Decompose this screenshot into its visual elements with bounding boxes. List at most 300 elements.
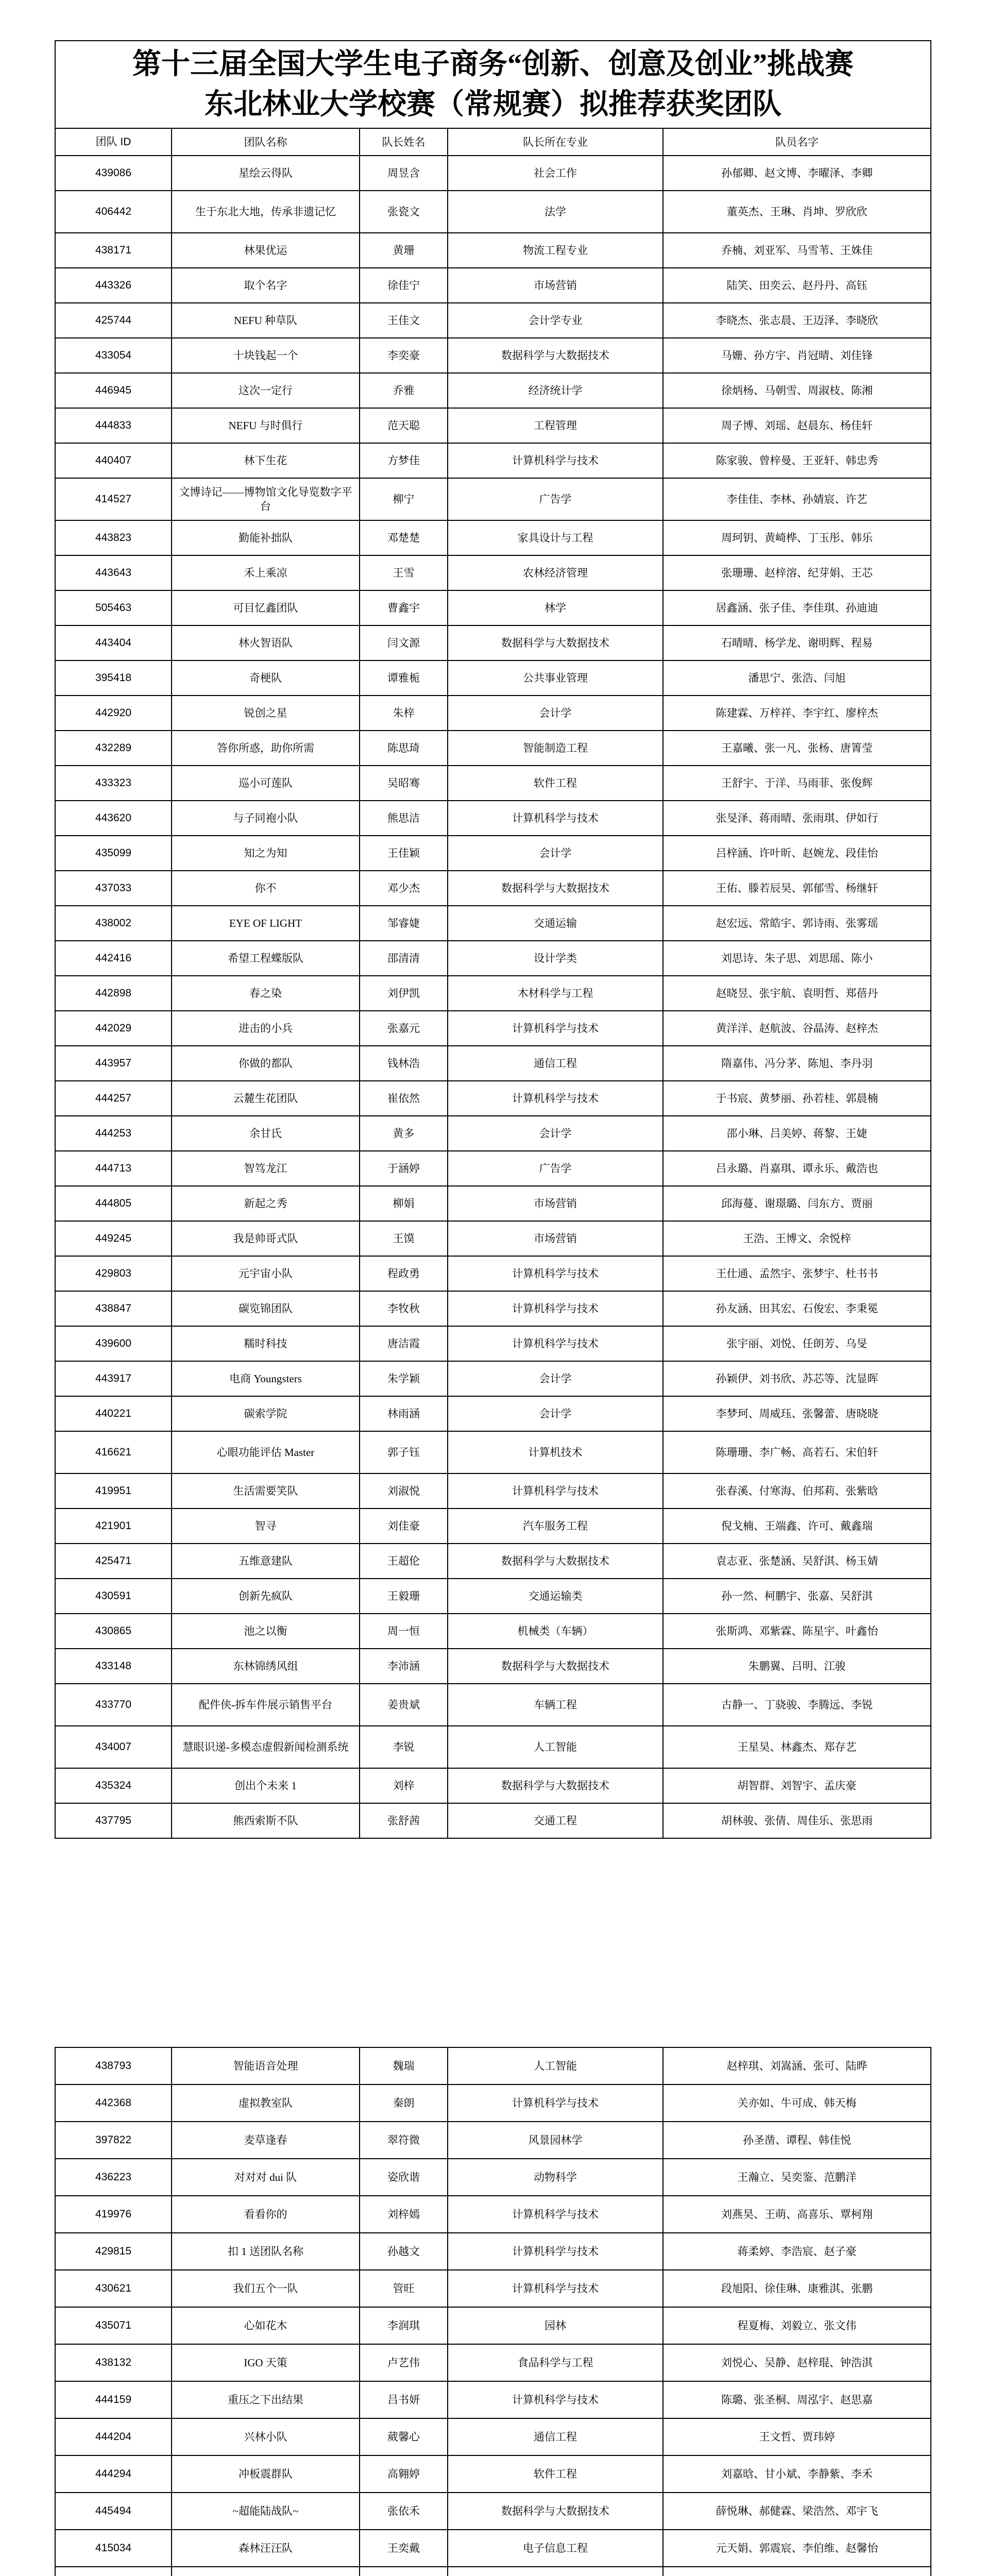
captain-major-cell: 市场营销 (448, 268, 663, 303)
table-row (55, 2493, 931, 2530)
captain-major-cell: 会计学 (448, 696, 663, 731)
captain-name-cell: 朱梓 (360, 696, 448, 731)
team-name-cell: 林果优运 (172, 233, 360, 268)
team-id-cell: 425471 (55, 1544, 172, 1579)
captain-major-cell: 智能制造工程 (448, 731, 663, 766)
captain-name-cell: 李锐 (360, 1726, 448, 1768)
team-id-cell: 415034 (55, 2530, 172, 2567)
captain-major-cell: 计算机科学与技术 (448, 1326, 663, 1361)
table-row (55, 1221, 931, 1256)
team-id-cell: 440407 (55, 443, 172, 478)
captain-major-cell: 交通工程 (448, 1803, 663, 1838)
captain-name-cell: 王佳颖 (360, 836, 448, 871)
team-id-cell: 438002 (55, 906, 172, 941)
captain-name-cell: 姿欣谐 (360, 2159, 448, 2196)
team-name-cell: 智寻 (172, 1509, 360, 1544)
captain-name-cell: 邵清清 (360, 941, 448, 976)
captain-name-cell: 李奕豪 (360, 338, 448, 373)
captain-major-cell: 计算机科学与技术 (448, 2381, 663, 2418)
captain-major-cell: 食品科学与工程 (448, 2344, 663, 2381)
header-team-name: 团队名称 (172, 128, 360, 156)
team-name-cell: 慧眼识递-多模态虚假新闻检测系统 (172, 1726, 360, 1768)
team-name-cell: 巡小可莲队 (172, 766, 360, 801)
team-id-cell: 444253 (55, 1116, 172, 1151)
members-cell: 孙颖伊、刘书欣、苏芯等、沈显晖 (663, 1361, 931, 1396)
table-row (55, 2084, 931, 2122)
team-name-cell: 森林汪汪队 (172, 2530, 360, 2567)
members-cell: 程夏梅、刘毅立、张文伟 (663, 2307, 931, 2344)
members-cell: 刘思诗、朱子思、刘思瑶、陈小 (663, 941, 931, 976)
team-name-cell: 春之染 (172, 976, 360, 1011)
table-row (55, 2047, 931, 2084)
team-id-cell: 446945 (55, 373, 172, 408)
members-cell: 陈璐、张圣桐、周泓宇、赵思嘉 (663, 2381, 931, 2418)
captain-major-cell: 会计学 (448, 1116, 663, 1151)
captain-name-cell: 朱学颖 (360, 1361, 448, 1396)
members-cell: 石晴晴、杨学龙、谢明辉、程易 (663, 625, 931, 660)
members-cell: 居鑫涵、张子佳、李佳琪、孙迪迪 (663, 590, 931, 625)
team-name-cell: NEFU 种草队 (172, 303, 360, 338)
captain-major-cell: 交通运输 (448, 906, 663, 941)
captain-name-cell: 吕书妍 (360, 2381, 448, 2418)
captain-major-cell: 软件工程 (448, 766, 663, 801)
members-cell: 王文哲、贾玮婷 (663, 2418, 931, 2455)
table-row (55, 555, 931, 590)
team-id-cell: 416621 (55, 1431, 172, 1473)
title-line-1: 第十三届全国大学生电子商务“创新、创意及创业”挑战赛 (132, 48, 854, 80)
captain-major-cell: 计算机科学与技术 (448, 1256, 663, 1291)
captain-name-cell: 高翱婷 (360, 2455, 448, 2493)
team-id-cell: 439086 (55, 156, 172, 191)
members-cell: 王星昊、林鑫杰、郑存艺 (663, 1726, 931, 1768)
members-cell: 袁志亚、张楚涵、吴舒淇、杨玉婧 (663, 1544, 931, 1579)
captain-major-cell: 风景园林学 (448, 2122, 663, 2159)
captain-name-cell: 黄多 (360, 1116, 448, 1151)
table-row (55, 906, 931, 941)
team-name-cell: 池之以衡 (172, 1614, 360, 1649)
header-row (55, 128, 931, 156)
members-cell: 王佑、滕若辰昊、郭郁雪、杨继轩 (663, 871, 931, 906)
team-id-cell: 437795 (55, 1803, 172, 1838)
team-name-cell: 十块钱起一个 (172, 338, 360, 373)
team-name-cell: 碳索学院 (172, 1396, 360, 1431)
table-row (55, 373, 931, 408)
captain-major-cell: 动物科学 (448, 2159, 663, 2196)
table-row (55, 478, 931, 520)
table-row (55, 520, 931, 555)
captain-name-cell: 王毅珊 (360, 1579, 448, 1614)
members-cell: 张宇丽、刘悦、任朗芳、乌旻 (663, 1326, 931, 1361)
table-row (55, 233, 931, 268)
captain-major-cell: 市场营销 (448, 1186, 663, 1221)
table-row (55, 2122, 931, 2159)
captain-name-cell: 翠符微 (360, 2122, 448, 2159)
captain-major-cell: 会计学 (448, 1361, 663, 1396)
table-row (55, 268, 931, 303)
members-cell: 李梦珂、周威珏、张馨蕾、唐晓晓 (663, 1396, 931, 1431)
captain-major-cell: 数据科学与大数据技术 (448, 871, 663, 906)
members-cell: 张斯鸿、邓紫霖、陈星宇、叶鑫怡 (663, 1614, 931, 1649)
members-cell: 赵晓昱、张宇航、袁明哲、郑蓓丹 (663, 976, 931, 1011)
captain-name-cell: 葳馨心 (360, 2418, 448, 2455)
captain-major-cell: 物流工程专业 (448, 233, 663, 268)
table-row (55, 2307, 931, 2344)
team-id-cell: 433054 (55, 338, 172, 373)
team-name-cell: 余甘氏 (172, 1116, 360, 1151)
table-row (55, 941, 931, 976)
team-id-cell: 433148 (55, 1649, 172, 1684)
team-id-cell: 444833 (55, 408, 172, 443)
table-row (55, 2418, 931, 2455)
captain-name-cell: 周一恒 (360, 1614, 448, 1649)
members-cell: 王仕通、孟然宇、张梦宇、杜书书 (663, 1256, 931, 1291)
team-name-cell: 创新先疯队 (172, 1579, 360, 1614)
team-id-cell: 443404 (55, 625, 172, 660)
captain-major-cell: 机械类（车辆） (448, 1614, 663, 1649)
captain-name-cell: 秦朗 (360, 2084, 448, 2122)
team-name-cell: 进击的小兵 (172, 1011, 360, 1046)
members-cell: 李晓杰、张志晨、王迈泽、李晓欣 (663, 303, 931, 338)
team-id-cell: 444257 (55, 1081, 172, 1116)
team-name-cell: EYE OF LIGHT (172, 906, 360, 941)
captain-major-cell: 计算机科学与技术 (448, 801, 663, 836)
members-cell: 赵梓琪、刘嵩涵、张可、陆晔 (663, 2047, 931, 2084)
team-id-cell: 440221 (55, 1396, 172, 1431)
table-row (55, 1011, 931, 1046)
team-name-cell: 林火智语队 (172, 625, 360, 660)
table-row (55, 1431, 931, 1473)
captain-major-cell: 设计学类 (448, 941, 663, 976)
team-id-cell: 434007 (55, 1726, 172, 1768)
captain-name-cell: 曹鑫宇 (360, 590, 448, 625)
practical-award-table (55, 2047, 931, 2576)
captain-major-cell: 数据科学与大数据技术 (448, 338, 663, 373)
team-name-cell: 创出个未来 1 (172, 1768, 360, 1803)
captain-major-cell: 数据科学与大数据技术 (448, 1544, 663, 1579)
members-cell: 孙友涵、田其宏、石俊宏、李秉冕 (663, 1291, 931, 1326)
members-cell: 徐炳杨、马朝雪、周淑枝、陈湘 (663, 373, 931, 408)
table-row (55, 1291, 931, 1326)
team-id-cell: 436223 (55, 2159, 172, 2196)
members-cell: 潘思宁、张浩、闫旭 (663, 660, 931, 696)
captain-major-cell: 人工智能 (448, 1726, 663, 1768)
team-name-cell: 锐创之星 (172, 696, 360, 731)
members-cell: 乔楠、刘亚军、马雪苇、王姝佳 (663, 233, 931, 268)
team-id-cell: 444204 (55, 2418, 172, 2455)
table-row (55, 2567, 931, 2576)
captain-major-cell: 计算机科学与技术 (448, 1011, 663, 1046)
captain-name-cell: 崔依然 (360, 1081, 448, 1116)
captain-name-cell: 林雨涵 (360, 1396, 448, 1431)
table-row (55, 1116, 931, 1151)
team-name-cell: 取个名字 (172, 268, 360, 303)
team-name-cell: 智笃龙江 (172, 1151, 360, 1186)
team-name-cell: 生活需要笑队 (172, 1473, 360, 1509)
members-cell: 于书宸、黄梦丽、孙若桂、郭晨楠 (663, 1081, 931, 1116)
team-name-cell: 可目忆鑫团队 (172, 590, 360, 625)
members-cell: 邵小琳、吕美婷、蒋黎、王婕 (663, 1116, 931, 1151)
team-name-cell: 你做的都队 (172, 1046, 360, 1081)
captain-name-cell (360, 2567, 448, 2576)
team-id-cell: 433770 (55, 1684, 172, 1726)
members-cell: 陈建霖、万梓祥、李宇红、廖梓杰 (663, 696, 931, 731)
members-cell: 胡林骏、张倩、周佳乐、张思雨 (663, 1803, 931, 1838)
team-name-cell: 碳览锦团队 (172, 1291, 360, 1326)
captain-major-cell: 会计学 (448, 836, 663, 871)
captain-major-cell: 广告学 (448, 1151, 663, 1186)
team-name-cell: 对对对 dui 队 (172, 2159, 360, 2196)
captain-name-cell: 钱林浩 (360, 1046, 448, 1081)
captain-major-cell: 公共事业管理 (448, 660, 663, 696)
captain-name-cell: 邓楚楚 (360, 520, 448, 555)
team-name-cell: 与子同袍小队 (172, 801, 360, 836)
captain-name-cell: 李沛涵 (360, 1649, 448, 1684)
team-id-cell: 421901 (55, 1509, 172, 1544)
team-name-cell: 元宇宙小队 (172, 1256, 360, 1291)
team-id-cell: 430591 (55, 1579, 172, 1614)
regular-award-table (55, 40, 931, 1839)
members-cell: 陈珊珊、李广畅、高若石、宋伯轩 (663, 1431, 931, 1473)
captain-name-cell: 于涵婷 (360, 1151, 448, 1186)
captain-major-cell: 数据科学与大数据技术 (448, 1768, 663, 1803)
members-cell: 王瀚立、吴奕鉴、范鹏洋 (663, 2159, 931, 2196)
team-name-cell: 麦草逢春 (172, 2122, 360, 2159)
table-row (55, 1081, 931, 1116)
captain-name-cell: 王佳文 (360, 303, 448, 338)
team-id-cell: 443620 (55, 801, 172, 836)
team-id-cell: 437033 (55, 871, 172, 906)
team-name-cell: 智能语音处理 (172, 2047, 360, 2084)
captain-name-cell: 程政勇 (360, 1256, 448, 1291)
captain-name-cell: 吴昭骞 (360, 766, 448, 801)
team-id-cell (55, 2567, 172, 2576)
table-row (55, 1649, 931, 1684)
captain-name-cell: 张依禾 (360, 2493, 448, 2530)
captain-major-cell: 市场营销 (448, 1221, 663, 1256)
captain-major-cell: 数据科学与大数据技术 (448, 2493, 663, 2530)
table-row (55, 1151, 931, 1186)
captain-name-cell: 郭子钰 (360, 1431, 448, 1473)
team-id-cell: 433323 (55, 766, 172, 801)
table-row (55, 731, 931, 766)
team-id-cell: 444294 (55, 2455, 172, 2493)
team-id-cell: 430865 (55, 1614, 172, 1649)
members-cell: 赵宏远、常皓宇、郭诗雨、张雾瑶 (663, 906, 931, 941)
table-row (55, 2196, 931, 2233)
title-line-2: 东北林业大学校赛（常规赛）拟推荐获奖团队 (205, 89, 782, 121)
table-row (55, 2159, 931, 2196)
members-cell: 孙圣凿、谭程、韩佳悦 (663, 2122, 931, 2159)
team-name-cell: 重压之下出结果 (172, 2381, 360, 2418)
header-captain: 队长姓名 (360, 128, 448, 156)
team-id-cell: 435324 (55, 1768, 172, 1803)
team-name-cell: 兴林小队 (172, 2418, 360, 2455)
table-row (55, 2344, 931, 2381)
members-cell (663, 2567, 931, 2576)
team-name-cell: 心如花木 (172, 2307, 360, 2344)
table-row (55, 443, 931, 478)
team-id-cell: 438793 (55, 2047, 172, 2084)
table-row (55, 1361, 931, 1396)
team-id-cell: 505463 (55, 590, 172, 625)
members-cell: 董英杰、王琳、肖坤、罗欣欣 (663, 191, 931, 233)
captain-name-cell: 方梦佳 (360, 443, 448, 478)
captain-name-cell: 张嘉元 (360, 1011, 448, 1046)
team-name-cell: 东林锦绣风组 (172, 1649, 360, 1684)
table-row (55, 1579, 931, 1614)
members-cell: 古静一、丁骁骏、李腾远、李锐 (663, 1684, 931, 1726)
team-name-cell: IGO 天策 (172, 2344, 360, 2381)
table-row (55, 1726, 931, 1768)
table-row (55, 2233, 931, 2270)
members-cell: 元天娟、郭震宸、李伯维、赵馨怡 (663, 2530, 931, 2567)
team-id-cell: 442416 (55, 941, 172, 976)
team-id-cell: 438847 (55, 1291, 172, 1326)
team-id-cell: 429803 (55, 1256, 172, 1291)
table-row (55, 590, 931, 625)
team-name-cell: 希望工程蝶版队 (172, 941, 360, 976)
table-row (55, 1803, 931, 1838)
team-id-cell: 444805 (55, 1186, 172, 1221)
captain-name-cell: 张舒茜 (360, 1803, 448, 1838)
team-name-cell: 扣 1 送团队名称 (172, 2233, 360, 2270)
team-name-cell: 看看你的 (172, 2196, 360, 2233)
captain-major-cell: 会计学 (448, 1396, 663, 1431)
table-row (55, 191, 931, 233)
team-name-cell: 答你所惑，助你所需 (172, 731, 360, 766)
table-row (55, 1684, 931, 1726)
members-cell: 刘燕昊、王萌、高喜乐、覃柯翔 (663, 2196, 931, 2233)
team-id-cell: 419951 (55, 1473, 172, 1509)
captain-name-cell: 王雪 (360, 555, 448, 590)
table-row (55, 338, 931, 373)
members-cell: 蒋柔婷、李浩宸、赵子豪 (663, 2233, 931, 2270)
team-name-cell: 生于东北大地，传承非遗记忆 (172, 191, 360, 233)
team-id-cell: 445494 (55, 2493, 172, 2530)
table-row (55, 871, 931, 906)
captain-major-cell: 通信工程 (448, 2418, 663, 2455)
captain-major-cell: 计算机科学与技术 (448, 443, 663, 478)
members-cell: 朱鹏翼、吕明、江骏 (663, 1649, 931, 1684)
captain-name-cell: 邹睿婕 (360, 906, 448, 941)
team-id-cell: 414527 (55, 478, 172, 520)
captain-name-cell: 周昱含 (360, 156, 448, 191)
table-row (55, 303, 931, 338)
captain-major-cell: 园林 (448, 2307, 663, 2344)
members-cell: 王舒宇、于洋、马雨菲、张俊辉 (663, 766, 931, 801)
team-name-cell: 这次一定行 (172, 373, 360, 408)
table-row (55, 1544, 931, 1579)
captain-name-cell: 刘淑悦 (360, 1473, 448, 1509)
team-name-cell: 禾上乘凉 (172, 555, 360, 590)
team-id-cell: 406442 (55, 191, 172, 233)
team-name-cell: 五维意建队 (172, 1544, 360, 1579)
captain-name-cell: 熊思洁 (360, 801, 448, 836)
captain-major-cell (448, 2567, 663, 2576)
team-id-cell: 425744 (55, 303, 172, 338)
members-cell: 李佳佳、李林、孙婧宸、许艺 (663, 478, 931, 520)
captain-major-cell: 计算机科学与技术 (448, 2084, 663, 2122)
captain-name-cell: 范天聪 (360, 408, 448, 443)
captain-major-cell: 农林经济管理 (448, 555, 663, 590)
team-name-cell: 虚拟教室队 (172, 2084, 360, 2122)
team-name-cell: 熊西索斯不队 (172, 1803, 360, 1838)
table-row (55, 1768, 931, 1803)
table-row (55, 2530, 931, 2567)
team-id-cell: 429815 (55, 2233, 172, 2270)
members-cell: 刘嘉晗、甘小斌、李静紫、李禾 (663, 2455, 931, 2493)
members-cell: 孙一然、柯鹏宇、张嘉、吴舒淇 (663, 1579, 931, 1614)
captain-major-cell: 计算机科学与技术 (448, 2196, 663, 2233)
members-cell: 马姗、孙方宇、肖冠晴、刘佳锋 (663, 338, 931, 373)
team-id-cell: 443917 (55, 1361, 172, 1396)
table-row (55, 1614, 931, 1649)
members-cell: 陈家骏、曾梓曼、王亚轩、韩忠秀 (663, 443, 931, 478)
team-id-cell: 443957 (55, 1046, 172, 1081)
members-cell: 张旻泽、蒋雨晴、张雨琪、伊如行 (663, 801, 931, 836)
captain-name-cell: 管旺 (360, 2270, 448, 2307)
captain-name-cell: 唐洁霞 (360, 1326, 448, 1361)
captain-major-cell: 会计学专业 (448, 303, 663, 338)
team-name-cell: 文博诗记——博物馆文化导览数字平台 (172, 478, 360, 520)
captain-major-cell: 计算机科学与技术 (448, 2270, 663, 2307)
team-id-cell: 449245 (55, 1221, 172, 1256)
team-name-cell (172, 2567, 360, 2576)
captain-major-cell: 计算机科学与技术 (448, 1081, 663, 1116)
table-row (55, 1326, 931, 1361)
members-cell: 周子博、刘瑶、赵晨东、杨佳轩 (663, 408, 931, 443)
team-name-cell: 林下生花 (172, 443, 360, 478)
team-id-cell: 397822 (55, 2122, 172, 2159)
captain-name-cell: 柳娟 (360, 1186, 448, 1221)
team-id-cell: 442029 (55, 1011, 172, 1046)
members-cell: 薛悦琳、郝健霖、梁浩然、邓宇飞 (663, 2493, 931, 2530)
team-id-cell: 395418 (55, 660, 172, 696)
captain-major-cell: 社会工作 (448, 156, 663, 191)
members-cell: 孙郁卿、赵文博、李曜泽、李卿 (663, 156, 931, 191)
captain-name-cell: 刘梓 (360, 1768, 448, 1803)
captain-name-cell: 柳宁 (360, 478, 448, 520)
captain-name-cell: 李润琪 (360, 2307, 448, 2344)
captain-major-cell: 计算机科学与技术 (448, 1291, 663, 1326)
team-id-cell: 442920 (55, 696, 172, 731)
team-id-cell: 443823 (55, 520, 172, 555)
captain-name-cell: 王超伦 (360, 1544, 448, 1579)
captain-name-cell: 徐佳宁 (360, 268, 448, 303)
captain-name-cell: 王馍 (360, 1221, 448, 1256)
table-row (55, 2381, 931, 2418)
team-name-cell: NEFU 与时俱行 (172, 408, 360, 443)
captain-major-cell: 工程管理 (448, 408, 663, 443)
table-row (55, 976, 931, 1011)
members-cell: 周珂钥、黄崎桦、丁玉彤、韩乐 (663, 520, 931, 555)
table-row (55, 2270, 931, 2307)
captain-major-cell: 广告学 (448, 478, 663, 520)
team-id-cell: 443643 (55, 555, 172, 590)
captain-name-cell: 刘伊凯 (360, 976, 448, 1011)
team-id-cell: 435099 (55, 836, 172, 871)
captain-major-cell: 经济统计学 (448, 373, 663, 408)
table-row (55, 1046, 931, 1081)
team-name-cell: 奇梗队 (172, 660, 360, 696)
members-cell: 邱海蔓、谢璟璐、闫东方、贾丽 (663, 1186, 931, 1221)
captain-name-cell: 陈思琦 (360, 731, 448, 766)
table-row (55, 408, 931, 443)
members-cell: 吕永璐、肖嘉琪、谭永乐、戴浩也 (663, 1151, 931, 1186)
table-row (55, 2455, 931, 2493)
captain-major-cell: 数据科学与大数据技术 (448, 1649, 663, 1684)
members-cell: 关亦如、牛可成、韩天梅 (663, 2084, 931, 2122)
